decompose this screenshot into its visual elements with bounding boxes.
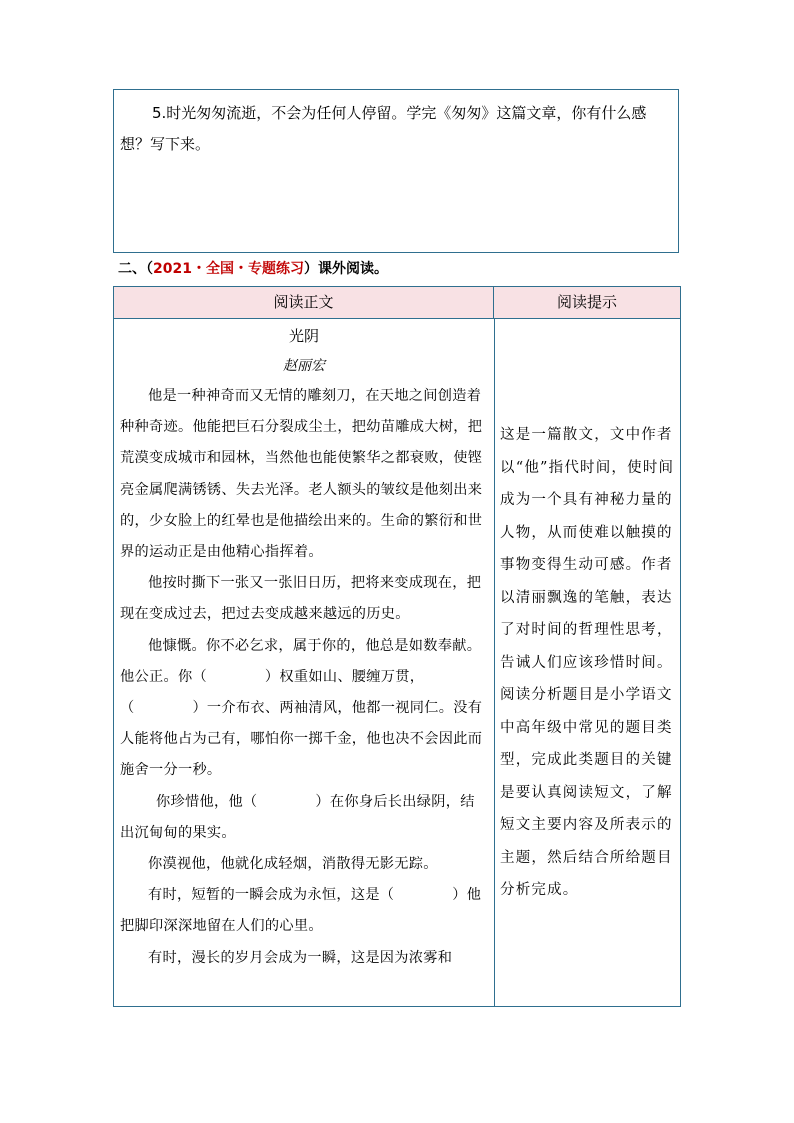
header-reading-hint: 阅读提示	[494, 287, 680, 319]
header-reading-text: 阅读正文	[114, 287, 494, 319]
column-divider	[494, 319, 495, 1006]
article-paragraph: 他慷慨。你不必乞求，属于你的，他总是如数奉献。	[148, 637, 482, 654]
article-paragraph: 有时，短暂的一瞬会成为永恒，这是（ ）他把脚印深深地留在人们的心里。	[120, 887, 482, 935]
question-5-text: 5.时光匆匆流逝，不会为任何人停留。学完《匆匆》这篇文章，你有什么感想？写下来。	[120, 104, 647, 153]
article-paragraph: 他是一种神奇而又无情的雕刻刀，在天地之间创造着种种奇迹。他能把巨石分裂成尘土，把幼苗雕成大树，把荒漠变成城市和园林，当然他也能使繁华之都衰败，使铿亮金属爬满锈锈、失去光泽。老人额头的皱纹是他刻出来的，少女脸上的红晕也是他描绘出来的。生命的繁衍和世界的运动正是由他精心指挥着。	[120, 388, 483, 561]
reading-table	[113, 286, 681, 1007]
section-2-heading	[118, 258, 388, 280]
article-paragraph: 他公正。你（ ）权重如山、腰缠万贯，（ ）一介布衣、两袖清风，他都一视同仁。没有人能将他占为己有，哪怕你一掷千金，他也决不会因此而施舍一分一秒。	[120, 668, 483, 779]
reading-hint-cell: 这是一篇散文，文中作者以“他”指代时间，使时间成为一个具有神秘力量的人物，从而使难以触摸的事物变得生动可感。作者以清丽飘逸的笔触，表达了对时间的哲理性思考，告诫人们应该珍惜时间。阅读分析题目是小学语文中高年级中常见的题目类型，完成此类题目的关键是要认真阅读短文，了解短文主要内容及所表示的主题，然后结合所给题目分析完成。	[500, 427, 675, 898]
article-paragraph: 你珍惜他，他（ ）在你身后长出绿阴，结出沉甸甸的果实。	[120, 793, 475, 841]
section-2-source: 2021・全国・专题练习	[153, 261, 304, 277]
reading-text-cell	[114, 321, 494, 974]
article-paragraph: 有时，漫长的岁月会成为一瞬，这是因为浓雾和	[148, 949, 453, 966]
section-2-prefix: 二、（	[118, 261, 153, 277]
article-author: 赵丽宏	[283, 358, 325, 374]
section-2-suffix: ）课外阅读。	[303, 261, 388, 277]
question-5-box	[113, 89, 679, 253]
article-title: 光阴	[288, 327, 319, 345]
article-paragraph: 他按时撕下一张又一张旧日历，把将来变成现在，把现在变成过去，把过去变成越来越远的历史。	[120, 575, 482, 623]
article-paragraph: 你漠视他，他就化成轻烟，消散得无影无踪。	[148, 856, 438, 873]
